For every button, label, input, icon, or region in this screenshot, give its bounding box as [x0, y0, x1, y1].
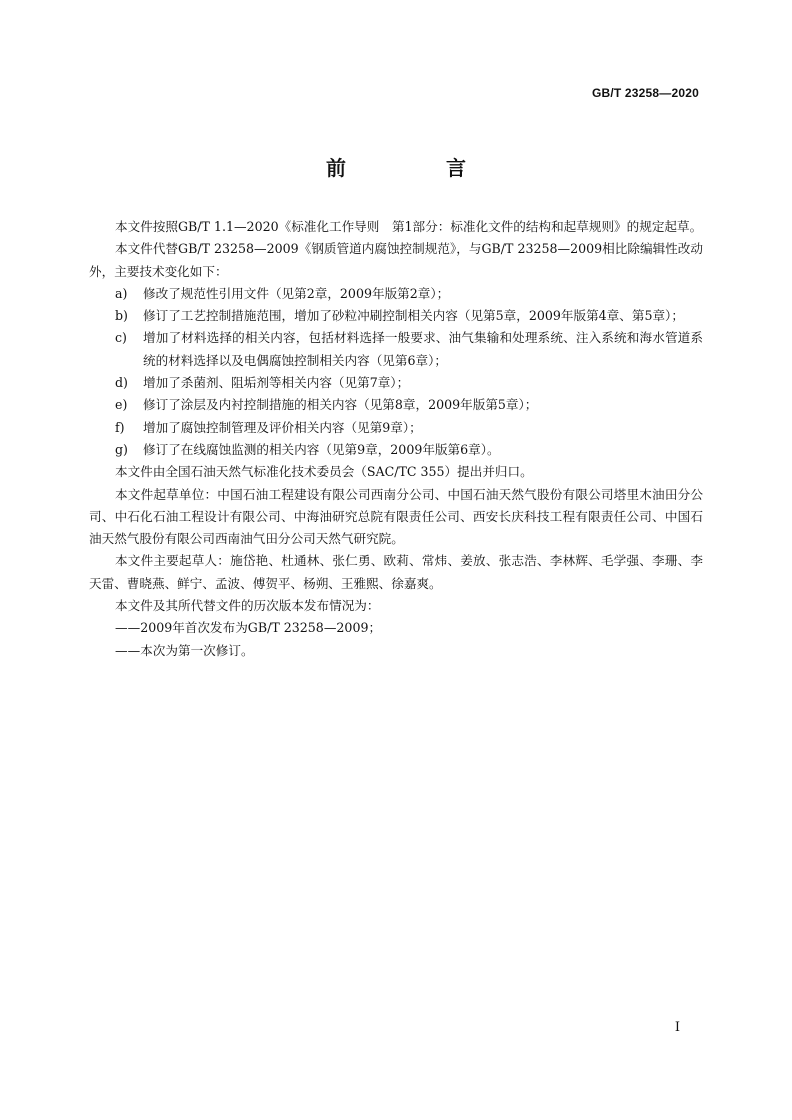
list-item-label: g) — [115, 441, 128, 457]
list-item — [89, 394, 703, 416]
foreword-body — [89, 216, 703, 662]
paragraph-drafting-units: 本文件起草单位：中国石油工程建设有限公司西南分公司、中国石油天然气股份有限公司塔里木油田分公司、中石化石油工程设计有限公司、中海油研究总院有限责任公司、西安长庆科技工程有限责任公司、中国石油天然气股份有限公司西南油气田分公司天然气研究院。 — [89, 486, 703, 547]
paragraph-proposer: 本文件由全国石油天然气标准化技术委员会（SAC/TC 355）提出并归口。 — [115, 464, 533, 480]
history-item: ——本次为第一次修订。 — [115, 642, 254, 658]
list-item — [89, 417, 703, 439]
page-title: 前 言 — [326, 156, 506, 180]
page-number: I — [674, 1020, 680, 1035]
paragraph-drafters: 本文件主要起草人：施岱艳、杜通林、张仁勇、欧莉、常炜、姜放、张志浩、李林辉、毛学强、李珊、李天雷、曹晓燕、鲜宁、孟波、傅贺平、杨朔、王雅熙、徐嘉爽。 — [89, 553, 703, 591]
paragraph-replacement: 本文件代替GB/T 23258—2009《钢质管道内腐蚀控制规范》，与GB/T 23258—2009相比除编辑性改动外，主要技术变化如下： — [89, 241, 703, 279]
list-item-label: f) — [115, 419, 125, 435]
list-item-text: 增加了腐蚀控制管理及评价相关内容（见第9章）； — [143, 419, 422, 435]
paragraph-drafting-rules: 本文件按照GB/T 1.1—2020《标准化工作导则 第1部分：标准化文件的结构和起草规则》的规定起草。 — [115, 219, 703, 234]
list-item — [89, 327, 703, 372]
list-item-label: c) — [115, 330, 127, 346]
list-item-text: 修订了在线腐蚀监测的相关内容（见第9章，2009年版第6章）。 — [143, 441, 500, 457]
list-item-label: d) — [115, 375, 128, 391]
paragraph-history-intro: 本文件及其所代替文件的历次版本发布情况为： — [115, 598, 380, 614]
list-item-label: b) — [115, 308, 128, 324]
history-item: ——2009年首次发布为GB/T 23258—2009； — [115, 620, 382, 636]
standard-code: GB/T 23258—2020 — [591, 86, 699, 100]
list-item-text: 修订了工艺控制措施范围，增加了砂粒冲刷控制相关内容（见第5章，2009年版第4章、第5章）； — [143, 308, 684, 324]
list-item-label: a) — [115, 285, 128, 301]
list-item — [89, 283, 703, 305]
list-item-text: 修订了涂层及内衬控制措施的相关内容（见第8章，2009年版第5章）； — [143, 397, 538, 413]
list-item-text: 增加了杀菌剂、阻垢剂等相关内容（见第7章）； — [143, 375, 410, 391]
list-item-text: 增加了材料选择的相关内容，包括材料选择一般要求、油气集输和处理系统、注入系统和海水管道系统的材料选择以及电偶腐蚀控制相关内容（见第6章）； — [143, 330, 703, 368]
list-item — [89, 305, 703, 327]
list-item-text: 修改了规范性引用文件（见第2章，2009年版第2章）； — [143, 285, 450, 301]
list-item — [89, 372, 703, 394]
list-item-label: e) — [115, 397, 128, 413]
list-item — [89, 439, 703, 461]
